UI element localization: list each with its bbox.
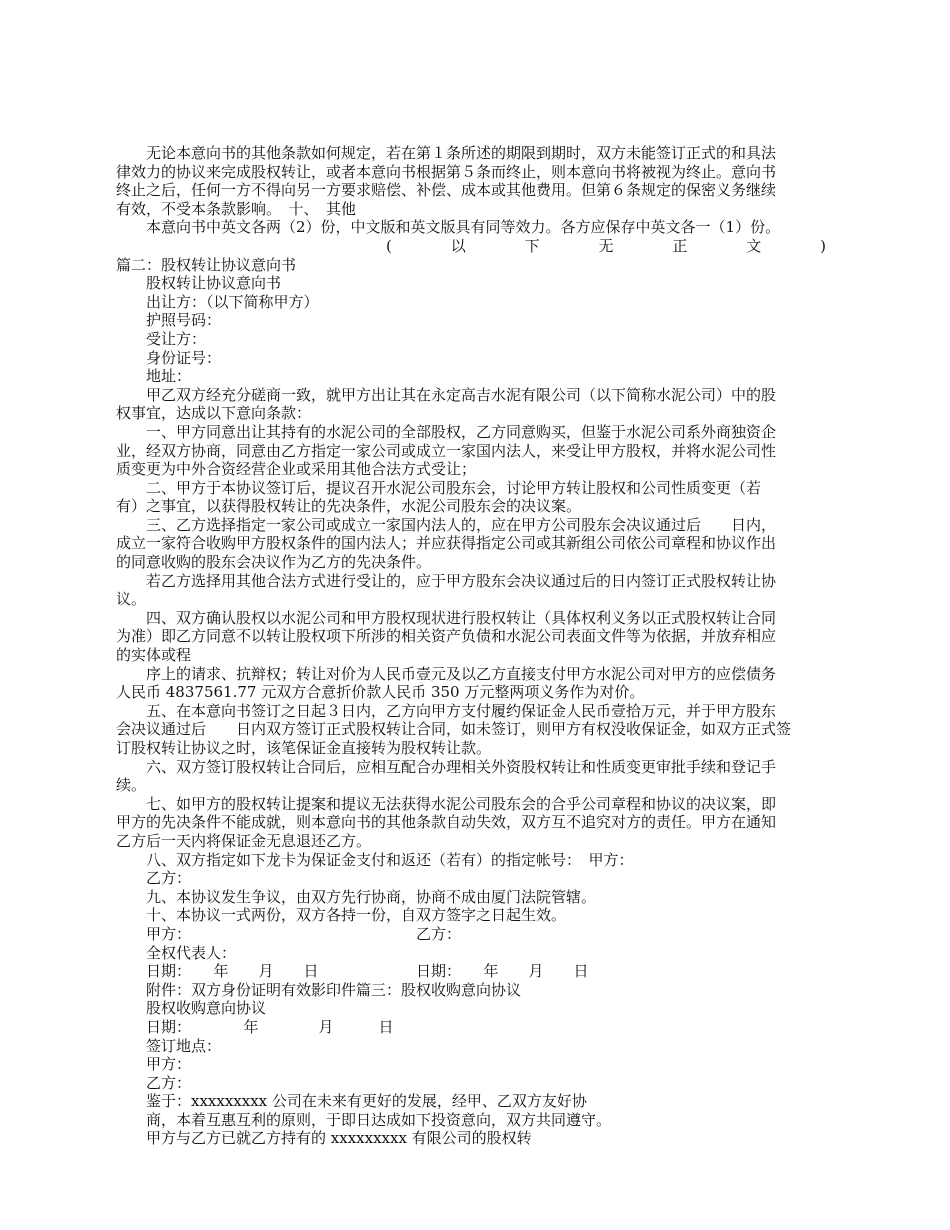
field-passport: 护照号码： bbox=[146, 311, 222, 330]
text-line: 甲乙双方经充分磋商一致，就甲方出让其在永定高吉水泥有限公司（以下简称水泥公司）中的股 bbox=[146, 385, 777, 404]
text-line: 十、本协议一式两份，双方各持一份，自双方签字之日起生效。 bbox=[146, 906, 567, 925]
signature-party-b: 乙方： bbox=[416, 924, 462, 943]
text-line: 九、本协议发生争议，由双方先行协商，协商不成由厦门法院管辖。 bbox=[146, 887, 597, 906]
text-line: 会决议通过后 日内双方签订正式股权转让合同，如未签订，则甲方有权没收保证金，如双方正式签 bbox=[116, 720, 792, 739]
text-line: 乙方： bbox=[146, 869, 192, 888]
marker-char: ) bbox=[820, 236, 826, 255]
text-line: 鉴于：xxxxxxxxx 公司在未来有更好的发展，经甲、乙双方友好协 bbox=[146, 1092, 587, 1111]
field-place: 签订地点： bbox=[146, 1036, 222, 1055]
text-line: 一、甲方同意出让其持有的水泥公司的全部股权，乙方同意购买，但鉴于水泥公司系外商独资企 bbox=[146, 422, 777, 441]
text-line: 订股权转让协议之时，该笔保证金直接转为股权转让款。 bbox=[116, 739, 492, 757]
text-line: 权事宜，达成以下意向条款： bbox=[116, 404, 312, 423]
field-party-a: 甲方： bbox=[146, 1055, 192, 1074]
language-clause: 本意向书中英文各两（2）份，中文版和英文版具有同等效力。各方应保存中英文各一（1）份。 bbox=[146, 218, 781, 237]
marker-char: 以 bbox=[450, 236, 466, 255]
field-date: 日期： 年 月 日 bbox=[146, 1017, 394, 1036]
termination-paragraph bbox=[116, 144, 836, 1148]
text-line: 质变更为中外合资经营企业或采用其他合法方式受让； bbox=[116, 460, 477, 479]
marker-char: ( bbox=[386, 236, 392, 255]
field-party-b: 乙方： bbox=[146, 1073, 192, 1092]
document-title: 股权转让协议意向书 bbox=[146, 274, 282, 293]
field-transferor: 出让方：（以下简称甲方） bbox=[146, 292, 319, 311]
text-line: 律效力的协议来完成股权转让，或者本意向书根据第５条而终止，则本意向书将被视为终止。意向书 bbox=[116, 162, 777, 181]
signature-party-a: 甲方： bbox=[146, 924, 192, 943]
authorized-representative: 全权代表人： bbox=[146, 943, 237, 962]
text-line: 有效，不受本条款影响。 十、 其他 bbox=[116, 199, 357, 218]
text-line: 人民币 4837561.77 元双方合意折价款人民币 350 万元整两项义务作为对价。 bbox=[116, 683, 645, 702]
text-line: 终止之后，任何一方不得向另一方要求赔偿、补偿、成本或其他费用。但第６条规定的保密义务继续 bbox=[116, 181, 777, 200]
section-heading: 篇二：股权转让协议意向书 bbox=[116, 255, 297, 274]
marker-char: 正 bbox=[672, 236, 688, 255]
marker-char: 文 bbox=[746, 236, 762, 255]
text-line: 业，经双方协商，同意由乙方指定一家公司或成立一家国内法人，来受让甲方股权，并将水泥公司性 bbox=[116, 441, 777, 460]
text-line: 甲方的先决条件不能成就，则本意向书的其他条款自动失效，双方互不追究对方的责任。甲方在通知 bbox=[116, 813, 777, 832]
text-line: 甲方与乙方已就乙方持有的 xxxxxxxxx 有限公司的股权转 bbox=[146, 1129, 532, 1148]
attachment-line: 附件：双方身份证明有效影印件篇三：股权收购意向协议 bbox=[146, 980, 522, 999]
text-line: 为准）即乙方同意不以转让股权项下所涉的相关资产负债和水泥公司表面文件等为依据，并放弃相应 bbox=[116, 627, 777, 646]
signature-row bbox=[116, 925, 836, 944]
text-line: 四、双方确认股权以水泥公司和甲方股权现状进行股权转让（具体权利义务以正式股权转让合同 bbox=[146, 608, 777, 627]
text-line: 三、乙方选择指定一家公司或成立一家国内法人的，应在甲方公司股东会决议通过后 日内， bbox=[146, 515, 777, 534]
field-transferee: 受让方： bbox=[146, 329, 207, 348]
text-line: 续。 bbox=[116, 776, 147, 795]
text-line: 五、在本意向书签订之日起３日内，乙方向甲方支付履约保证金人民币壹拾万元，并于甲方股东 bbox=[146, 701, 777, 720]
text-line: 无论本意向书的其他条款如何规定，若在第１条所述的期限到期时，双方未能签订正式的和具法 bbox=[146, 144, 777, 162]
text-line: 序上的请求、抗辩权；转让对价为人民币壹元及以乙方直接支付甲方水泥公司对甲方的应偿债务 bbox=[146, 664, 777, 683]
text-line: 若乙方选择用其他合法方式进行受让的，应于甲方股东会决议通过后的日内签订正式股权转让协 bbox=[146, 571, 777, 590]
text-line: 的同意收购的股东会决议作为乙方的先决条件。 bbox=[116, 553, 432, 572]
date-row bbox=[116, 962, 836, 981]
text-line: 七、如甲方的股权转让提案和提议无法获得水泥公司股东会的合乎公司章程和协议的决议案，即 bbox=[146, 794, 777, 813]
text-line: 成立一家符合收购甲方股权条件的国内法人；并应获得指定公司或其新组公司依公司章程和协议作出 bbox=[116, 534, 777, 553]
text-line: 二、甲方于本协议签订后，提议召开水泥公司股东会，讨论甲方转让股权和公司性质变更（若 bbox=[146, 478, 762, 497]
date-party-a: 日期： 年 月 日 bbox=[146, 962, 319, 981]
date-party-b: 日期： 年 月 日 bbox=[416, 962, 589, 981]
field-id-number: 身份证号： bbox=[146, 348, 222, 367]
text-line: 议。 bbox=[116, 590, 147, 609]
text-line: 的实体或程 bbox=[116, 646, 192, 665]
text-line: 六、双方签订股权转让合同后，应相互配合办理相关外资股权转让和性质变更审批手续和登记手 bbox=[146, 757, 777, 776]
text-line: 八、双方指定如下龙卡为保证金支付和返还（若有）的指定帐号： 甲方： bbox=[146, 850, 634, 869]
no-text-below-marker bbox=[116, 237, 836, 256]
marker-char: 无 bbox=[598, 236, 614, 255]
document-title: 股权收购意向协议 bbox=[146, 999, 267, 1018]
text-line: 乙方后一天内将保证金无息退还乙方。 bbox=[116, 831, 372, 850]
marker-char: 下 bbox=[524, 236, 540, 255]
text-line: 商，本着互惠互利的原则，于即日达成如下投资意向，双方共同遵守。 bbox=[146, 1110, 612, 1129]
field-address: 地址： bbox=[146, 367, 192, 386]
text-line: 有）之事宜，以获得股权转让的先决条件，水泥公司股东会的决议案。 bbox=[116, 497, 582, 516]
